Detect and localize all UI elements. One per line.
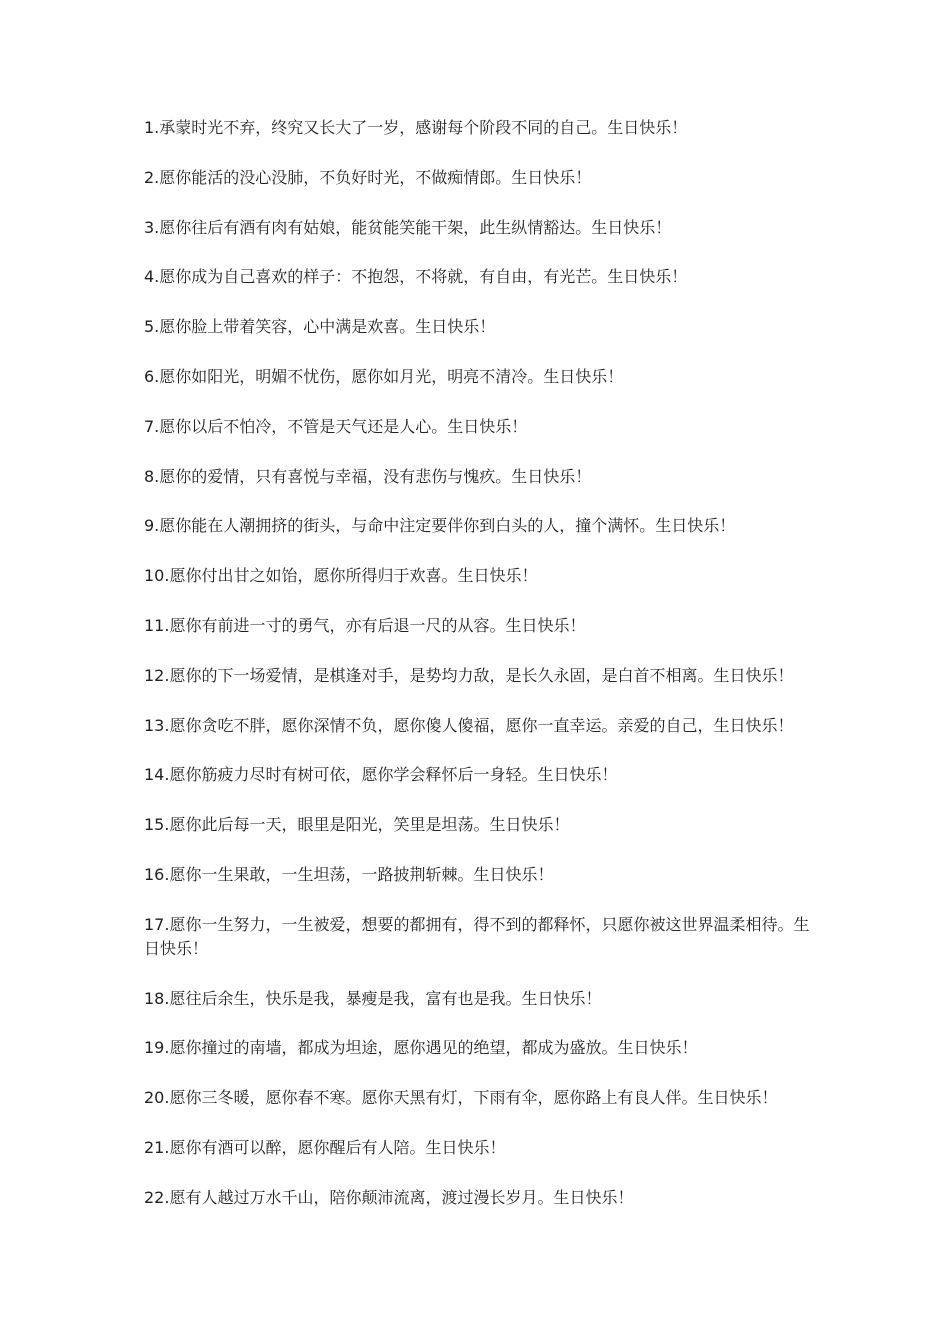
wish-line-8: 8.愿你的爱情，只有喜悦与幸福，没有悲伤与愧疚。生日快乐！ (144, 466, 592, 486)
wish-line-1: 1.承蒙时光不弃，终究又长大了一岁，感谢每个阶段不同的自己。生日快乐！ (144, 118, 688, 137)
wish-line-13: 13.愿你贪吃不胖，愿你深情不负，愿你傻人傻福，愿你一直幸运。亲爱的自己，生日快乐！ (144, 715, 794, 735)
wish-line-21: 21.愿你有酒可以醉，愿你醒后有人陪。生日快乐！ (144, 1137, 506, 1157)
wish-line-3: 3.愿你往后有酒有肉有姑娘，能贫能笑能干架，此生纵情豁达。生日快乐！ (144, 217, 672, 237)
wish-line-6: 6.愿你如阳光，明媚不忧伤，愿你如月光，明亮不清冷。生日快乐！ (144, 366, 624, 386)
wishes-list (144, 116, 824, 1236)
wish-line-7: 7.愿你以后不怕冷，不管是天气还是人心。生日快乐！ (144, 416, 528, 436)
wish-line-11: 11.愿你有前进一寸的勇气，亦有后退一尺的从容。生日快乐！ (144, 615, 586, 635)
wish-line-15: 15.愿你此后每一天，眼里是阳光，笑里是坦荡。生日快乐！ (144, 815, 570, 835)
wish-line-19: 19.愿你撞过的南墙，都成为坦途，愿你遇见的绝望，都成为盛放。生日快乐！ (144, 1038, 698, 1058)
wish-line-10: 10.愿你付出甘之如饴，愿你所得归于欢喜。生日快乐！ (144, 566, 538, 586)
wish-line-17: 17.愿你一生努力，一生被爱，想要的都拥有，得不到的都释怀，只愿你被这世界温柔相待。生日快乐！ (144, 914, 810, 958)
wish-line-4: 4.愿你成为自己喜欢的样子：不抱怨，不将就，有自由，有光芒。生日快乐！ (144, 267, 688, 287)
wish-line-9: 9.愿你能在人潮拥挤的街头，与命中注定要伴你到白头的人，撞个满怀。生日快乐！ (144, 516, 736, 536)
wish-line-16: 16.愿你一生果敢，一生坦荡，一路披荆斩棘。生日快乐！ (144, 864, 554, 884)
wish-line-12: 12.愿你的下一场爱情，是棋逢对手，是势均力敌，是长久永固，是白首不相离。生日快乐！ (144, 665, 794, 685)
wish-line-18: 18.愿往后余生，快乐是我，暴瘦是我，富有也是我。生日快乐！ (144, 988, 602, 1008)
wish-line-22: 22.愿有人越过万水千山，陪你颠沛流离，渡过漫长岁月。生日快乐！ (144, 1187, 634, 1207)
wish-line-14: 14.愿你筋疲力尽时有树可依，愿你学会释怀后一身轻。生日快乐！ (144, 765, 618, 785)
wish-line-2: 2.愿你能活的没心没肺，不负好时光，不做痴情郎。生日快乐！ (144, 167, 592, 187)
wish-line-20: 20.愿你三冬暖，愿你春不寒。愿你天黑有灯，下雨有伞，愿你路上有良人伴。生日快乐！ (144, 1088, 778, 1108)
wish-line-5: 5.愿你脸上带着笑容，心中满是欢喜。生日快乐！ (144, 317, 496, 337)
